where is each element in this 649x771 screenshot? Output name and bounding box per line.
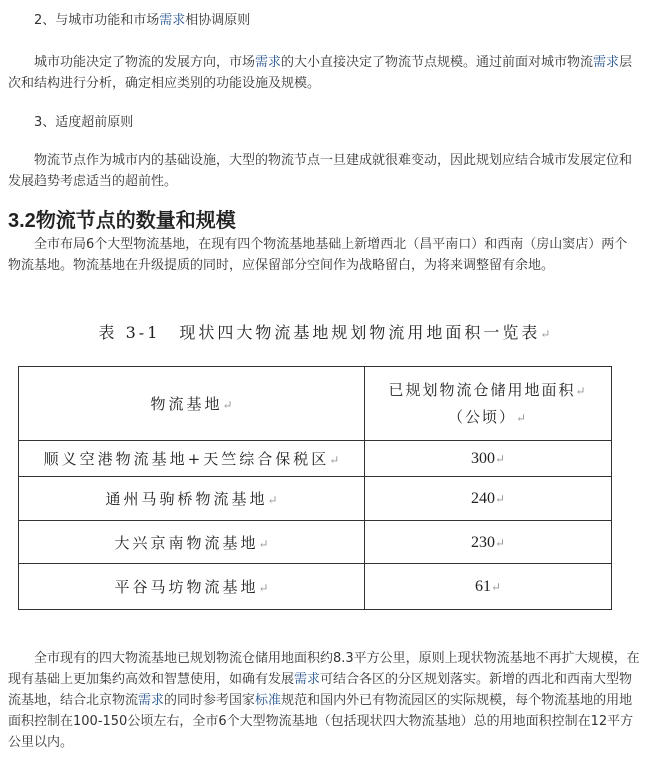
keyword-link-demand[interactable]: 需求: [255, 55, 282, 70]
table-caption-text: 表 3-1 现状四大物流基地规划物流用地面积一览表: [98, 323, 541, 342]
paragraph-mark-icon: ↵: [575, 383, 588, 398]
row-value: 240: [470, 490, 495, 507]
row-value: 61: [474, 578, 491, 595]
principle-3-title: 3、适度超前原则: [34, 115, 134, 130]
paragraph-mark-icon: ↵: [540, 327, 551, 341]
header-col2-line1: 已规划物流仓储用地面积: [388, 380, 576, 399]
principle-2-body-text: 的大小直接决定了物流节点规模。通过前面对城市物流: [281, 55, 594, 70]
table-row: [19, 477, 612, 521]
header-cell-base: [19, 367, 365, 441]
conclusion-text: 全市现有的四大物流基地已规划物流仓储用地面积约8.3平方公里，原则上现状物流基地不再扩大规模，在现有基础上更加集约高效和智慧使用，如确有发展: [8, 651, 640, 687]
row-value: 300: [470, 450, 495, 467]
row-name-cell: [19, 477, 365, 521]
section-number: 3.2: [8, 210, 36, 232]
table-row: [19, 441, 612, 477]
paragraph-mark-icon: ↵: [258, 536, 269, 551]
header-col2-line2: （公顷）: [447, 407, 516, 426]
paragraph-mark-icon: ↵: [494, 492, 506, 506]
keyword-link-demand[interactable]: 需求: [159, 13, 186, 28]
row-name: 顺义空港物流基地+天竺综合保税区: [43, 450, 330, 468]
row-value-cell: [365, 564, 612, 610]
table-row: [19, 564, 612, 610]
row-value-cell: [365, 441, 612, 477]
conclusion-text: 规范和国内外已有物流园区的实际规模，每个物流基地的用地面积控制在100-150公顷左右，全市6个大型物流基地（包括现状四大物流基地）总的用地面积控制在12平方公里以内。: [8, 693, 634, 750]
conclusion-text: 的同时参考国家: [164, 693, 256, 708]
conclusion-text: 可结合各区的分区规划落实。新增的西北和西南大型物流基地，结合北京物流: [8, 672, 633, 708]
row-name: 平谷马坊物流基地: [114, 578, 259, 596]
principle-2-body-text: 城市功能决定了物流的发展方向，市场: [34, 55, 256, 70]
paragraph-mark-icon: ↵: [515, 410, 529, 425]
table-caption: [0, 320, 649, 343]
row-value-cell: [365, 477, 612, 521]
section-heading: [8, 208, 236, 233]
row-name: 大兴京南物流基地: [114, 533, 259, 552]
paragraph-mark-icon: ↵: [490, 580, 502, 594]
row-value: 230: [470, 533, 495, 551]
header-col1-label: 物流基地: [150, 395, 223, 413]
keyword-link-standard[interactable]: 标准: [255, 693, 282, 708]
keyword-link-demand[interactable]: 需求: [138, 693, 165, 708]
logistics-land-table: [18, 366, 612, 610]
row-name: 通州马驹桥物流基地: [105, 490, 268, 508]
row-name-cell: [19, 521, 365, 564]
table-header-row: [19, 367, 612, 441]
row-name-cell: [19, 441, 365, 477]
principle-3-body: 物流节点作为城市内的基础设施，大型的物流节点一旦建成就很难变动，因此规划应结合城市发展定位和发展趋势考虑适当的超前性。: [8, 153, 633, 189]
keyword-link-demand[interactable]: 需求: [593, 55, 620, 70]
paragraph-mark-icon: ↵: [267, 493, 278, 507]
header-cell-area: [365, 367, 612, 441]
principle-2-body-text: 层次和结构进行分析，确定相应类别的功能设施及规模。: [8, 55, 633, 91]
principle-2-title-text: 2、与城市功能和市场: [34, 13, 160, 28]
keyword-link-demand[interactable]: 需求: [294, 672, 321, 687]
principle-2-body: [8, 52, 640, 94]
paragraph-mark-icon: ↵: [222, 398, 233, 412]
row-value-cell: [365, 521, 612, 564]
paragraph-mark-icon: ↵: [494, 452, 506, 466]
row-name-cell: [19, 564, 365, 610]
table-row: [19, 521, 612, 564]
principle-2-title-text-end: 相协调原则: [185, 13, 251, 28]
principle-2-title: [34, 10, 649, 31]
paragraph-mark-icon: ↵: [329, 453, 340, 467]
conclusion-paragraph: [8, 648, 640, 753]
paragraph-mark-icon: ↵: [258, 581, 269, 595]
section-title: 物流节点的数量和规模: [35, 208, 236, 232]
intro-paragraph: 全市布局6个大型物流基地，在现有四个物流基地基础上新增西北（昌平南口）和西南（房山窦店）两个物流基地。物流基地在升级提质的同时，应保留部分空间作为战略留白，为将来调整留有余地。: [8, 237, 628, 273]
paragraph-mark-icon: ↵: [494, 535, 506, 550]
